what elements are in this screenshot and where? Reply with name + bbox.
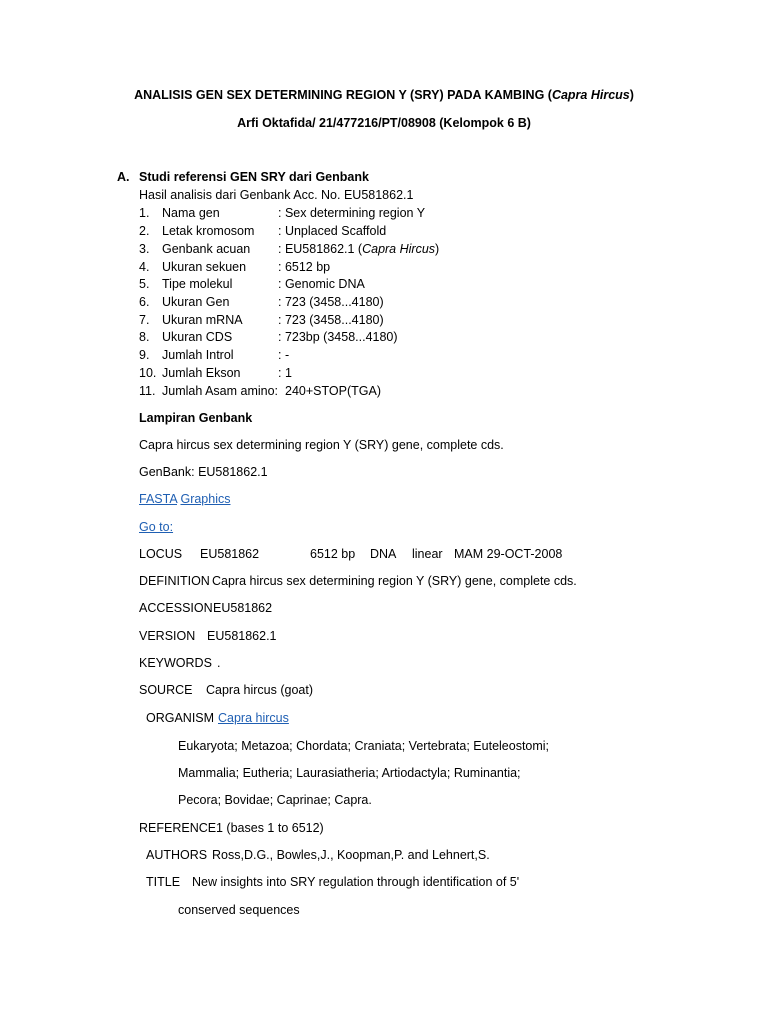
source-value: Capra hircus (goat) xyxy=(206,683,313,697)
list-item-value: : 1 xyxy=(278,366,292,380)
list-item-value-suffix: ) xyxy=(435,242,440,256)
list-item-num: 7. xyxy=(139,313,150,327)
list-item-value: : Sex determining region Y xyxy=(278,206,426,220)
definition-key: DEFINITION xyxy=(139,574,210,588)
list-item-num: 1. xyxy=(139,206,150,220)
list-item-label: Jumlah Ekson xyxy=(162,366,241,380)
title-suffix: ) xyxy=(629,88,634,102)
list-item-num: 5. xyxy=(139,277,150,291)
ref-title-value: New insights into SRY regulation through identification of 5' xyxy=(192,875,520,889)
locus-division: MAM 29-OCT-2008 xyxy=(454,547,563,561)
reference-key: REFERENCE xyxy=(139,821,217,835)
fasta-link[interactable]: FASTA xyxy=(139,492,177,506)
ref-title-value-cont: conserved sequences xyxy=(178,903,300,917)
list-item-num: 6. xyxy=(139,295,150,309)
ref-title-key: TITLE xyxy=(146,875,181,889)
list-item-value-italic: Capra Hircus xyxy=(362,242,436,256)
locus-id: EU581862 xyxy=(200,547,260,561)
list-item-label: Nama gen xyxy=(162,206,220,220)
list-item-num: 2. xyxy=(139,224,150,238)
source-key: SOURCE xyxy=(139,683,193,697)
author-line: Arfi Oktafida/ 21/477216/PT/08908 (Kelompok 6 B) xyxy=(237,116,531,130)
list-item-num: 9. xyxy=(139,348,150,362)
list-item-value: : 6512 bp xyxy=(278,260,331,274)
organism-key: ORGANISM xyxy=(146,711,215,725)
list-item-value: : 723bp (3458...4180) xyxy=(278,330,398,344)
list-item-label: Genbank acuan xyxy=(162,242,251,256)
document-title xyxy=(0,88,768,102)
list-item-value xyxy=(278,242,439,256)
list-item-value: : Genomic DNA xyxy=(278,277,365,291)
list-item-label: Letak kromosom xyxy=(162,224,255,238)
list-item-num: 8. xyxy=(139,330,150,344)
keywords-value: . xyxy=(217,656,221,670)
accession-key: ACCESSION xyxy=(139,601,213,615)
genbank-id: GenBank: EU581862.1 xyxy=(139,465,268,479)
reference-value: 1 (bases 1 to 6512) xyxy=(216,821,324,835)
list-item-value: 240+STOP(TGA) xyxy=(285,384,381,398)
locus-length: 6512 bp xyxy=(310,547,356,561)
locus-key: LOCUS xyxy=(139,547,183,561)
list-item-label: Ukuran CDS xyxy=(162,330,233,344)
authors-value: Ross,D.G., Bowles,J., Koopman,P. and Lehnert,S. xyxy=(212,848,490,862)
locus-type: DNA xyxy=(370,547,397,561)
list-item-value: : Unplaced Scaffold xyxy=(278,224,387,238)
link-row xyxy=(139,492,231,506)
taxonomy-line: Mammalia; Eutheria; Laurasiatheria; Artiodactyla; Ruminantia; xyxy=(178,766,521,780)
version-key: VERSION xyxy=(139,629,196,643)
goto-link[interactable]: Go to: xyxy=(139,520,174,534)
list-item-num: 4. xyxy=(139,260,150,274)
title-italic: Capra Hircus xyxy=(551,88,630,102)
section-subheading: Hasil analisis dari Genbank Acc. No. EU581862.1 xyxy=(139,188,414,202)
list-item-label: Ukuran Gen xyxy=(162,295,230,309)
definition-value: Capra hircus sex determining region Y (SRY) gene, complete cds. xyxy=(212,574,577,588)
version-value: EU581862.1 xyxy=(207,629,277,643)
list-item-label: Jumlah Introl xyxy=(162,348,234,362)
list-item-value: : 723 (3458...4180) xyxy=(278,295,384,309)
list-item-value: : 723 (3458...4180) xyxy=(278,313,384,327)
taxonomy-line: Eukaryota; Metazoa; Chordata; Craniata; Vertebrata; Euteleostomi; xyxy=(178,739,550,753)
list-item-num: 11. xyxy=(139,384,156,398)
authors-key: AUTHORS xyxy=(146,848,208,862)
list-item-label: Jumlah Asam amino: xyxy=(162,384,279,398)
organism-link[interactable]: Capra hircus xyxy=(218,711,289,725)
list-item-value: : - xyxy=(278,348,290,362)
list-item-num: 10. xyxy=(139,366,157,380)
accession-value: EU581862 xyxy=(213,601,273,615)
section-heading: Studi referensi GEN SRY dari Genbank xyxy=(139,170,369,184)
locus-topology: linear xyxy=(412,547,443,561)
taxonomy-line: Pecora; Bovidae; Caprinae; Capra. xyxy=(178,793,372,807)
lampiran-description: Capra hircus sex determining region Y (SRY) gene, complete cds. xyxy=(139,438,504,452)
list-item-label: Tipe molekul xyxy=(162,277,233,291)
section-letter: A. xyxy=(117,170,130,184)
graphics-link[interactable]: Graphics xyxy=(180,492,231,506)
keywords-key: KEYWORDS xyxy=(139,656,212,670)
list-item-num: 3. xyxy=(139,242,150,256)
list-item-value-text: : EU581862.1 ( xyxy=(278,242,363,256)
lampiran-heading: Lampiran Genbank xyxy=(139,411,253,425)
title-prefix: ANALISIS GEN SEX DETERMINING REGION Y (SRY) PADA KAMBING ( xyxy=(134,88,552,102)
list-item-label: Ukuran mRNA xyxy=(162,313,243,327)
list-item-label: Ukuran sekuen xyxy=(162,260,247,274)
